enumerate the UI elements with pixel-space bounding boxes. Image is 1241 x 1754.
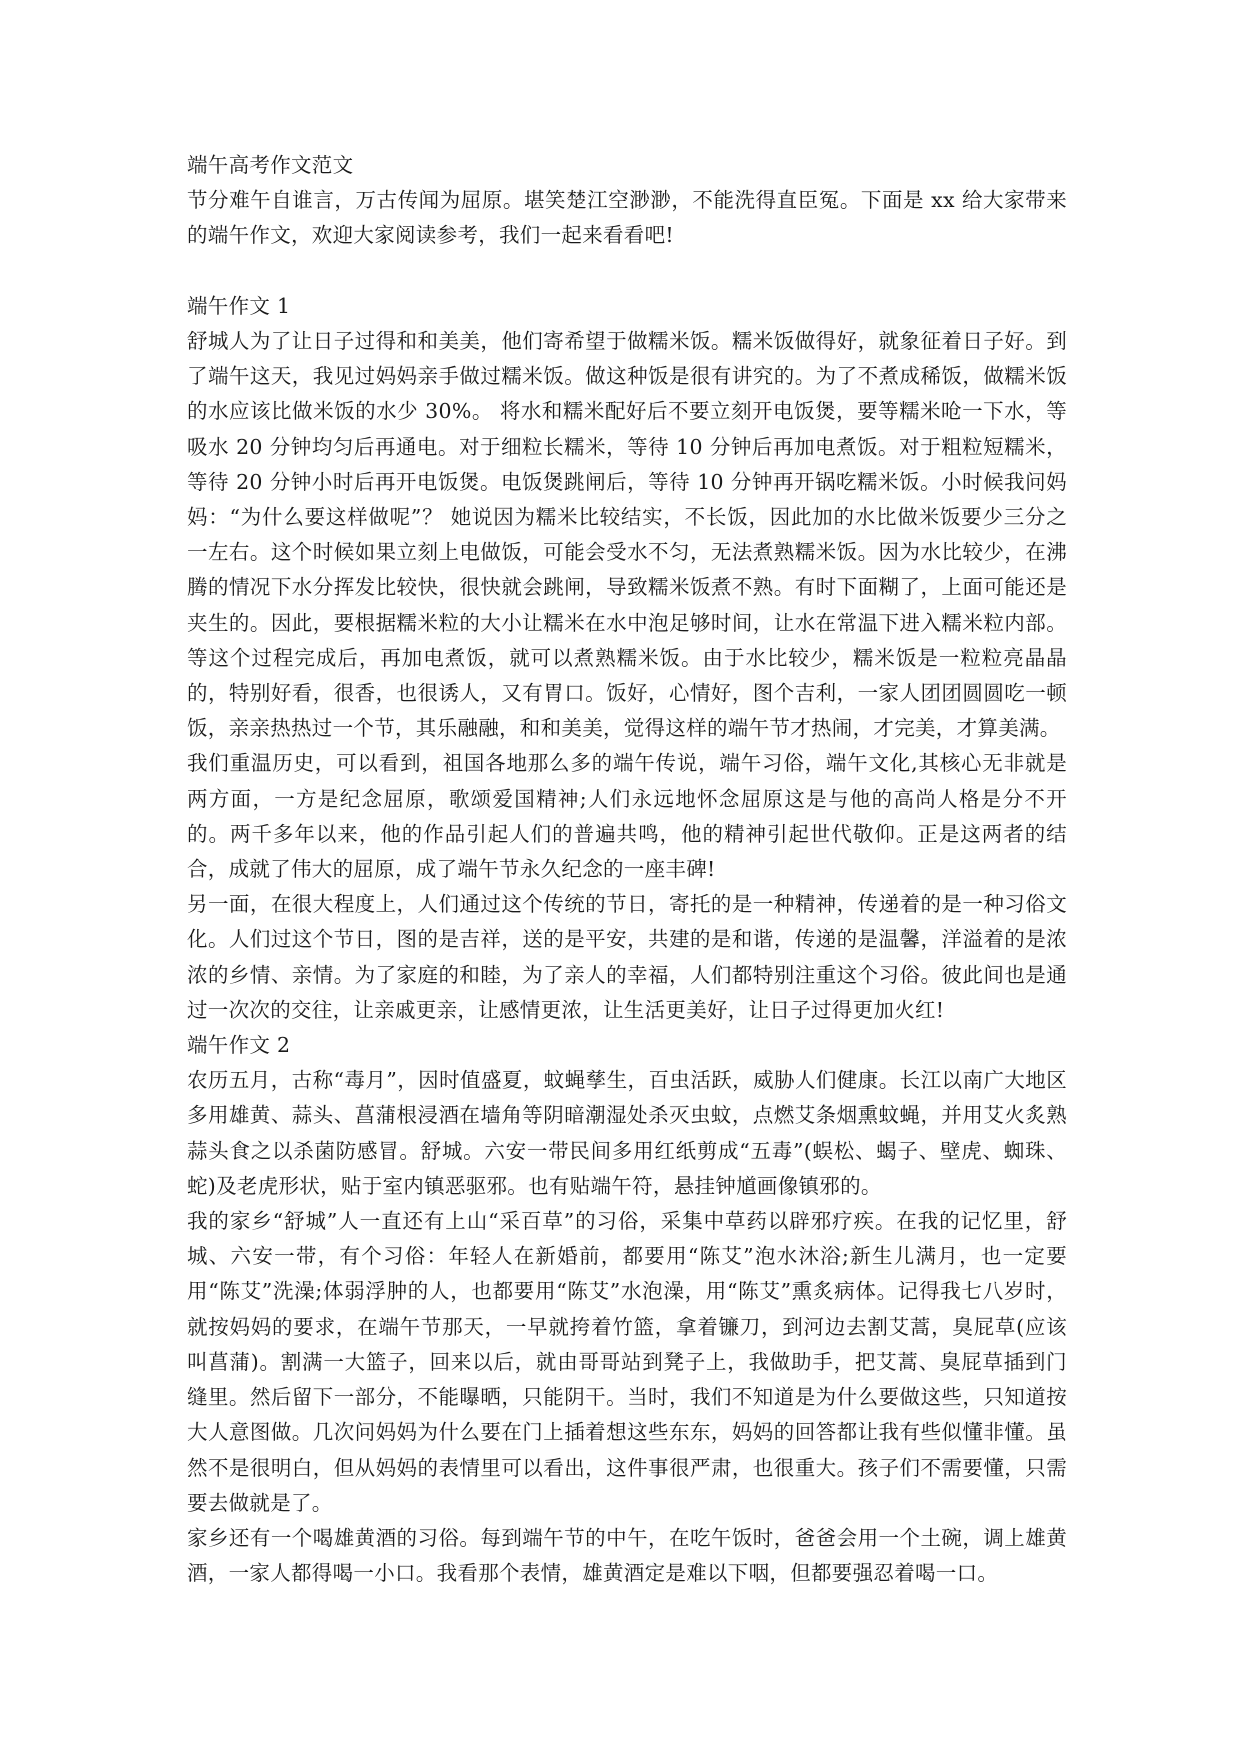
essay-2-heading: 端午作文 2 bbox=[187, 1033, 291, 1058]
blank-line bbox=[187, 254, 1067, 289]
essay-1-paragraph-2: 我们重温历史，可以看到，祖国各地那么多的端午传说，端午习俗，端午文化,其核心无非就是两方面，一方是纪念屈原，歌颂爱国精神;人们永远地怀念屈原这是与他的高尚人格是分不开的。两千多年以来，他的作品引起人们的普遍共鸣，他的精神引起世代敬仰。正是这两者的结合，成就了伟大的屈原，成了端午节永久纪念的一座丰碑! bbox=[187, 751, 1067, 882]
document-page bbox=[187, 148, 1067, 1591]
document-title: 端午高考作文范文 bbox=[187, 153, 354, 177]
essay-1-paragraph-3: 另一面，在很大程度上，人们通过这个传统的节日，寄托的是一种精神，传递着的是一种习俗文化。人们过这个节日，图的是吉祥，送的是平安，共建的是和谐，传递的是温馨，洋溢着的是浓浓的乡情、亲情。为了家庭的和睦，为了亲人的幸福，人们都特别注重这个习俗。彼此间也是通过一次次的交往，让亲戚更亲，让感情更浓，让生活更美好，让日子过得更加火红! bbox=[187, 892, 1067, 1022]
essay-1-heading: 端午作文 1 bbox=[187, 293, 291, 318]
essay-1-paragraph-1: 舒城人为了让日子过得和和美美，他们寄希望于做糯米饭。糯米饭做得好，就象征着日子好。到了端午这天，我见过妈妈亲手做过糯米饭。做这种饭是很有讲究的。为了不煮成稀饭，做糯米饭的水应该比做米饭的水少 30%。 将水和糯米配好后不要立刻开电饭煲，要等糯米呛一下水，等吸水 20 分钟均匀后再通电。对于细粒长糯米，等待 10 分钟后再加电煮饭。对于粗粒短糯米，等待 20 分钟小时后再开电饭煲。电饭煲跳闸后，等待 10 分钟再开锅吃糯米饭。小时候我问妈妈：“为什么要这样做呢”？ 她说因为糯米比较结实，不长饭，因此加的水比做米饭要少三分之一左右。这个时候如果立刻上电做饭，可能会受水不匀，无法煮熟糯米饭。因为水比较少，在沸腾的情况下水分挥发比较快，很快就会跳闸，导致糯米饭煮不熟。有时下面糊了，上面可能还是夹生的。因此，要根据糯米粒的大小让糯米在水中泡足够时间，让水在常温下进入糯米粒内部。等这个过程完成后，再加电煮饭，就可以煮熟糯米饭。由于水比较少，糯米饭是一粒粒亮晶晶的，特别好看，很香，也很诱人，又有胃口。饭好，心情好，图个吉利，一家人团团圆圆吃一顿饭，亲亲热热过一个节，其乐融融，和和美美，觉得这样的端午节才热闹，才完美，才算美满。 bbox=[187, 329, 1067, 741]
intro-paragraph: 节分难午自谁言，万古传闻为屈原。堪笑楚江空渺渺，不能洗得直臣冤。下面是 xx 给大家带来的端午作文，欢迎大家阅读参考，我们一起来看看吧! bbox=[187, 188, 1067, 248]
essay-2-paragraph-1: 农历五月，古称“毒月”，因时值盛夏，蚊蝇孳生，百虫活跃，威胁人们健康。长江以南广大地区多用雄黄、蒜头、菖蒲根浸酒在墙角等阴暗潮湿处杀灭虫蚊，点燃艾条烟熏蚊蝇，并用艾火炙熟蒜头食之以杀菌防感冒。舒城。六安一带民间多用红纸剪成“五毒”(蜈松、蝎子、壁虎、蜘珠、蛇)及老虎形状，贴于室内镇恶驱邪。也有贴端午符，悬挂钟馗画像镇邪的。 bbox=[187, 1068, 1067, 1198]
essay-2-paragraph-2: 我的家乡“舒城”人一直还有上山“采百草”的习俗，采集中草药以辟邪疗疾。在我的记忆里，舒城、六安一带，有个习俗：年轻人在新婚前，都要用“陈艾”泡水沐浴;新生儿满月，也一定要用“陈艾”洗澡;体弱浮肿的人，也都要用“陈艾”水泡澡，用“陈艾”熏炙病体。记得我七八岁时，就按妈妈的要求，在端午节那天，一早就挎着竹篮，拿着镰刀，到河边去割艾蒿，臭屁草(应该叫菖蒲)。割满一大篮子，回来以后，就由哥哥站到凳子上，我做助手，把艾蒿、臭屁草插到门缝里。然后留下一部分，不能曝晒，只能阴干。当时，我们不知道是为什么要做这些，只知道按大人意图做。几次问妈妈为什么要在门上插着想这些东东，妈妈的回答都让我有些似懂非懂。虽然不是很明白，但从妈妈的表情里可以看出，这件事很严肃，也很重大。孩子们不需要懂，只需要去做就是了。 bbox=[187, 1209, 1067, 1515]
essay-2-paragraph-3: 家乡还有一个喝雄黄酒的习俗。每到端午节的中午，在吃午饭时，爸爸会用一个土碗，调上雄黄酒，一家人都得喝一小口。我看那个表情，雄黄酒定是难以下咽，但都要强忍着喝一口。 bbox=[187, 1525, 1067, 1586]
